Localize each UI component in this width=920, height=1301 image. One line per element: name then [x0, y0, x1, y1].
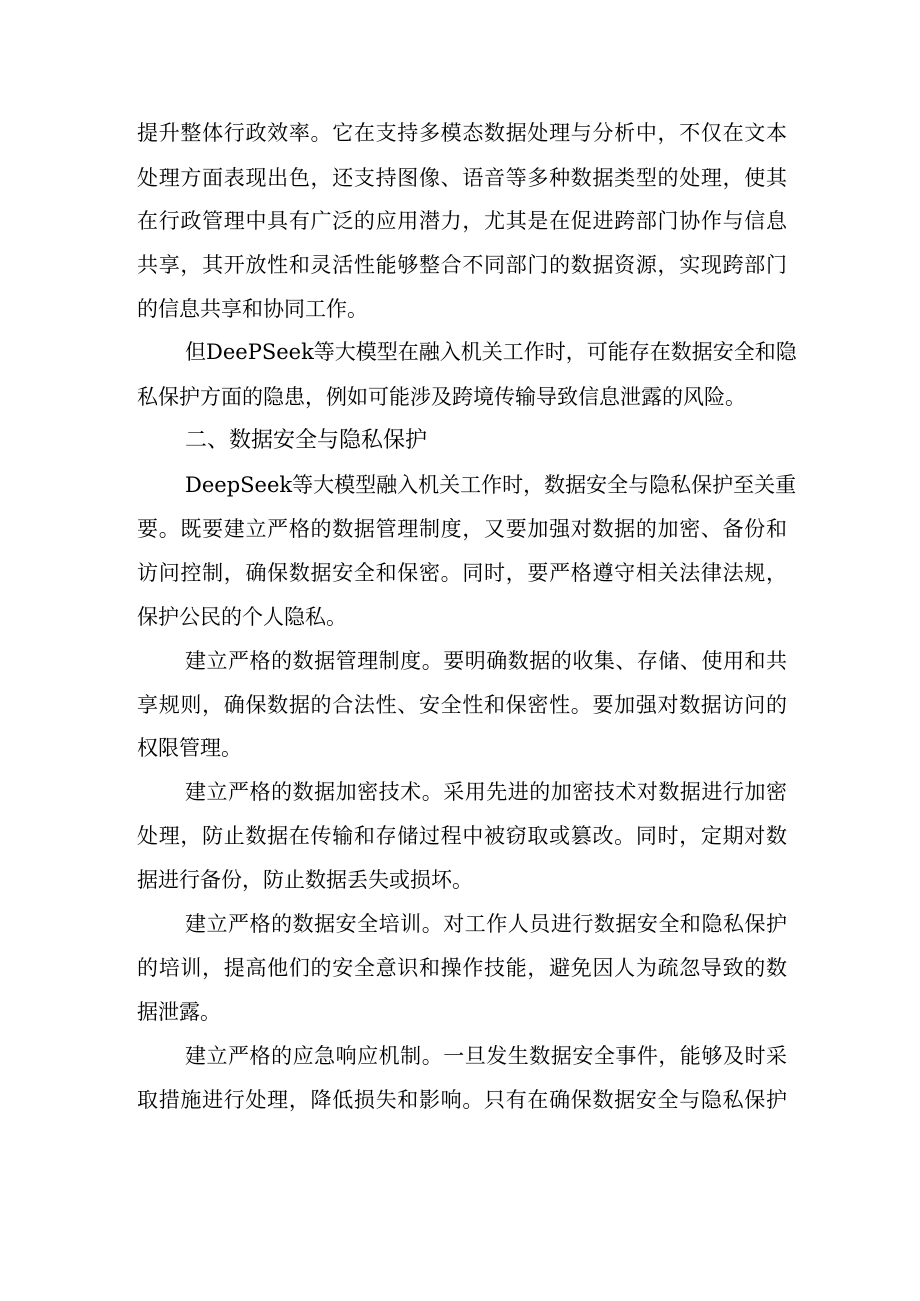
- paragraph-line: 访问控制，确保数据安全和保密。同时，要严格遵守相关法律法规，: [137, 561, 787, 585]
- paragraph-line: DeepSeek等大模型融入机关工作时，数据安全与隐私保护至关重: [185, 473, 797, 497]
- paragraph-line: 的培训，提高他们的安全意识和操作技能，避免因人为疏忽导致的数: [137, 956, 787, 980]
- paragraph-line: 处理方面表现出色，还支持图像、语音等多种数据类型的处理，使其: [137, 166, 787, 190]
- paragraph-line: 共享，其开放性和灵活性能够整合不同部门的数据资源，实现跨部门: [137, 253, 787, 277]
- paragraph-line: 在行政管理中具有广泛的应用潜力，尤其是在促进跨部门协作与信息: [137, 209, 787, 233]
- paragraph-line: 建立严格的数据安全培训。对工作人员进行数据安全和隐私保护: [185, 912, 787, 936]
- paragraph-line: 取措施进行处理，降低损失和影响。只有在确保数据安全与隐私保护: [137, 1088, 787, 1112]
- paragraph-line: 的信息共享和协同工作。: [137, 297, 368, 321]
- paragraph-line: 但DeePSeek等大模型在融入机关工作时，可能存在数据安全和隐: [185, 340, 797, 364]
- paragraph-line: 私保护方面的隐患，例如可能涉及跨境传输导致信息泄露的风险。: [137, 385, 746, 409]
- paragraph-line: 提升整体行政效率。它在支持多模态数据处理与分析中，不仅在文本: [137, 121, 787, 145]
- paragraph-line: 享规则，确保数据的合法性、安全性和保密性。要加强对数据访问的: [137, 693, 787, 717]
- paragraph-line: 据进行备份，防止数据丢失或损坏。: [137, 868, 473, 892]
- paragraph-line: 权限管理。: [137, 736, 242, 760]
- paragraph-line: 处理，防止数据在传输和存储过程中被窃取或篡改。同时，定期对数: [137, 824, 787, 848]
- paragraph-line: 保护公民的个人隐私。: [137, 605, 347, 629]
- paragraph-line: 建立严格的数据加密技术。采用先进的加密技术对数据进行加密: [185, 780, 787, 804]
- paragraph-line: 建立严格的数据管理制度。要明确数据的收集、存储、使用和共: [185, 649, 787, 673]
- paragraph-line: 据泄露。: [137, 1000, 221, 1024]
- section-heading: 二、数据安全与隐私保护: [185, 428, 428, 453]
- paragraph-line: 建立严格的应急响应机制。一旦发生数据安全事件，能够及时采: [185, 1044, 787, 1068]
- paragraph-line: 要。既要建立严格的数据管理制度，又要加强对数据的加密、备份和: [137, 517, 787, 541]
